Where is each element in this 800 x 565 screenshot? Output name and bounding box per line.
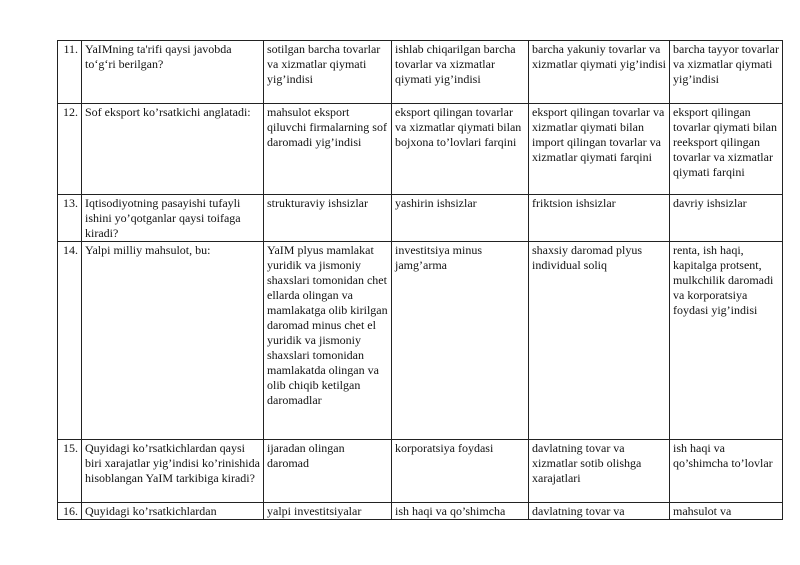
table-row <box>58 242 783 440</box>
question-number: 14. <box>58 242 82 440</box>
table-row <box>58 440 783 503</box>
answer-option-d: eksport qilingan tovarlar qiymati bilan reeksport qilingan tovarlar va xizmatlar qiymati farqini <box>670 104 783 195</box>
answer-option-d: renta, ish haqi, kapitalga protsent, mulkchilik daromadi va korporatsiya foydasi yig’indisi <box>670 242 783 440</box>
table-row <box>58 41 783 104</box>
question-number: 16. <box>58 503 82 520</box>
question-text: Yalpi milliy mahsulot, bu: <box>82 242 264 440</box>
answer-option-a: strukturaviy ishsizlar <box>264 195 392 242</box>
answer-option-a: sotilgan barcha tovarlar va xizmatlar qiymati yig’indisi <box>264 41 392 104</box>
answer-option-d: ish haqi va qo’shimcha to’lovlar <box>670 440 783 503</box>
answer-option-b: investitsiya minus jamg’arma <box>392 242 529 440</box>
answer-option-a: ijaradan olingan daromad <box>264 440 392 503</box>
answer-option-b: eksport qilingan tovarlar va xizmatlar qiymati bilan bojxona to’lovlari farqini <box>392 104 529 195</box>
answer-option-b: korporatsiya foydasi <box>392 440 529 503</box>
answer-option-c: shaxsiy daromad plyus individual soliq <box>529 242 670 440</box>
answer-option-a: yalpi investitsiyalar <box>264 503 392 520</box>
question-text: YaIMning ta'rifi qaysi javobda to‘g‘ri berilgan? <box>82 41 264 104</box>
answer-option-d: mahsulot va <box>670 503 783 520</box>
answer-option-b: yashirin ishsizlar <box>392 195 529 242</box>
question-number: 12. <box>58 104 82 195</box>
answer-option-b: ish haqi va qo’shimcha <box>392 503 529 520</box>
answer-option-a: mahsulot eksport qiluvchi firmalarning sof daromadi yig’indisi <box>264 104 392 195</box>
question-text: Quyidagi ko’rsatkichlardan <box>82 503 264 520</box>
question-number: 15. <box>58 440 82 503</box>
question-number: 13. <box>58 195 82 242</box>
question-text: Quyidagi ko’rsatkichlardan qaysi biri xarajatlar yig’indisi ko’rinishida hisoblangan YaIM tarkibiga kiradi? <box>82 440 264 503</box>
answer-option-b: ishlab chiqarilgan barcha tovarlar va xizmatlar qiymati yig’indisi <box>392 41 529 104</box>
table-row <box>58 104 783 195</box>
answer-option-c: barcha yakuniy tovarlar va xizmatlar qiymati yig’indisi <box>529 41 670 104</box>
question-text: Sof eksport ko’rsatkichi anglatadi: <box>82 104 264 195</box>
question-table <box>57 40 783 520</box>
answer-option-c: davlatning tovar va <box>529 503 670 520</box>
answer-option-c: friktsion ishsizlar <box>529 195 670 242</box>
answer-option-d: barcha tayyor tovarlar va xizmatlar qiymati yig’indisi <box>670 41 783 104</box>
table-row <box>58 195 783 242</box>
table-row <box>58 503 783 520</box>
answer-option-c: davlatning tovar va xizmatlar sotib olishga xarajatlari <box>529 440 670 503</box>
answer-option-a: YaIM plyus mamlakat yuridik va jismoniy shaxslari tomonidan chet ellarda olingan va mamlakatga olib kirilgan daromad minus chet el yuridik va jismoniy shaxslari tomonidan mamlakatda olingan va olib chiqib ketilgan daromadlar <box>264 242 392 440</box>
question-text: Iqtisodiyotning pasayishi tufayli ishini yo’qotganlar qaysi toifaga kiradi? <box>82 195 264 242</box>
answer-option-d: davriy ishsizlar <box>670 195 783 242</box>
question-number: 11. <box>58 41 82 104</box>
answer-option-c: eksport qilingan tovarlar va xizmatlar qiymati bilan import qilingan tovarlar va xizmatlar qiymati farqini <box>529 104 670 195</box>
